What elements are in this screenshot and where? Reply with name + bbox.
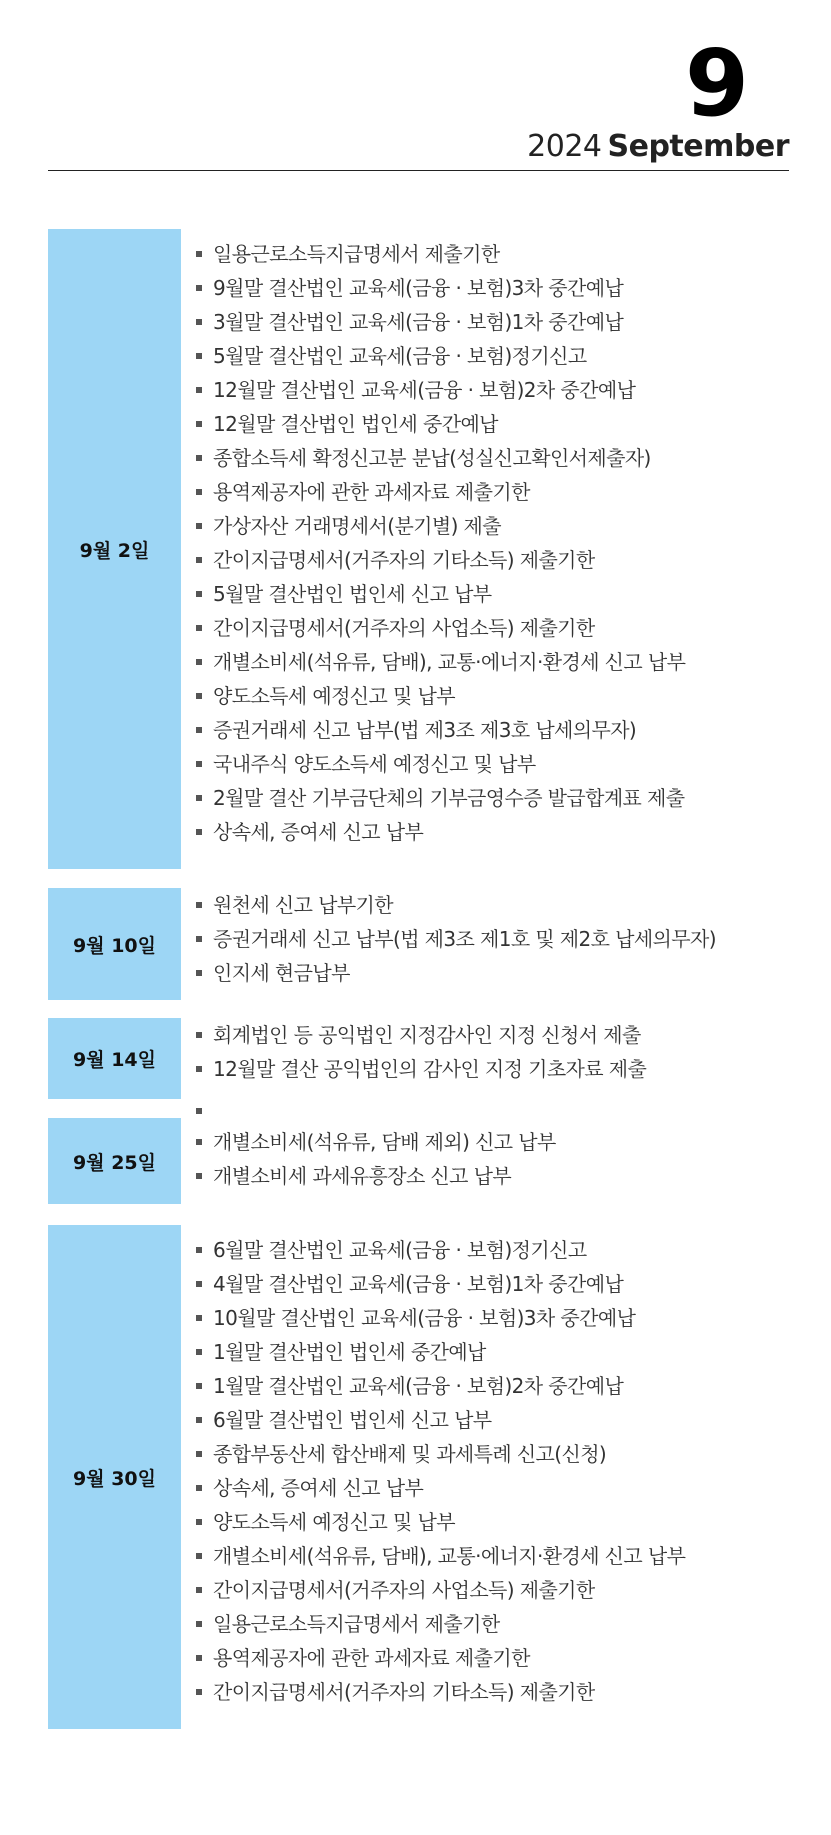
empty-bullet-icon [196,1108,202,1114]
deadline-item: 일용근로소득지급명세서 제출기한 [196,237,685,271]
bullet-icon [196,387,202,393]
bullet-icon [196,1032,202,1038]
deadline-item: 간이지급명세서(거주자의 기타소득) 제출기한 [196,543,685,577]
deadline-item: 가상자산 거래명세서(분기별) 제출 [196,509,685,543]
bullet-icon [196,936,202,942]
deadline-list [196,237,685,849]
schedule-entry-sep-10 [48,888,789,1000]
bullet-icon [196,1519,202,1525]
date-cell: 9월 14일 [48,1018,181,1099]
deadline-item: 용역제공자에 관한 과세자료 제출기한 [196,1641,685,1675]
deadline-item: 개별소비세(석유류, 담배 제외) 신고 납부 [196,1125,556,1159]
deadline-item: 양도소득세 예정신고 및 납부 [196,679,685,713]
deadline-item: 국내주식 양도소득세 예정신고 및 납부 [196,747,685,781]
bullet-icon [196,455,202,461]
bullet-icon [196,1247,202,1253]
deadline-item: 상속세, 증여세 신고 납부 [196,1471,685,1505]
bullet-icon [196,659,202,665]
deadline-item: 간이지급명세서(거주자의 기타소득) 제출기한 [196,1675,685,1709]
deadline-item: 개별소비세(석유류, 담배), 교통·에너지·환경세 신고 납부 [196,1539,685,1573]
bullet-icon [196,1349,202,1355]
bullet-icon [196,1417,202,1423]
deadline-item: 6월말 결산법인 교육세(금융 · 보험)정기신고 [196,1233,685,1267]
bullet-icon [196,1281,202,1287]
bullet-icon [196,795,202,801]
deadline-item: 5월말 결산법인 법인세 신고 납부 [196,577,685,611]
deadline-list [196,888,716,990]
bullet-icon [196,1587,202,1593]
deadline-item: 양도소득세 예정신고 및 납부 [196,1505,685,1539]
bullet-icon [196,1451,202,1457]
deadline-item: 종합소득세 확정신고분 분납(성실신고확인서제출자) [196,441,685,475]
bullet-icon [196,727,202,733]
bullet-icon [196,591,202,597]
deadline-item: 회계법인 등 공익법인 지정감사인 지정 신청서 제출 [196,1018,646,1052]
bullet-icon [196,319,202,325]
bullet-icon [196,1553,202,1559]
bullet-icon [196,902,202,908]
date-cell: 9월 30일 [48,1225,181,1729]
bullet-icon [196,1621,202,1627]
bullet-icon [196,251,202,257]
deadline-item: 9월말 결산법인 교육세(금융 · 보험)3차 중간예납 [196,271,685,305]
date-cell: 9월 10일 [48,888,181,1000]
bullet-icon [196,761,202,767]
deadline-item: 1월말 결산법인 법인세 중간예납 [196,1335,685,1369]
date-cell: 9월 25일 [48,1118,181,1204]
schedule-entry-sep-2 [48,229,789,869]
deadline-item: 상속세, 증여세 신고 납부 [196,815,685,849]
month-name-label: September [607,129,789,164]
deadline-item: 12월말 결산법인 법인세 중간예납 [196,407,685,441]
bullet-icon [196,1066,202,1072]
year-label: 2024 [527,129,602,164]
bullet-icon [196,353,202,359]
bullet-icon [196,625,202,631]
deadline-item: 간이지급명세서(거주자의 사업소득) 제출기한 [196,1573,685,1607]
deadline-item: 개별소비세 과세유흥장소 신고 납부 [196,1159,556,1193]
deadline-item: 증권거래세 신고 납부(법 제3조 제1호 및 제2호 납세의무자) [196,922,716,956]
month-number: 9 [684,30,749,137]
bullet-icon [196,1139,202,1145]
deadline-item: 인지세 현금납부 [196,956,716,990]
bullet-icon [196,489,202,495]
deadline-item: 용역제공자에 관한 과세자료 제출기한 [196,475,685,509]
schedule-entry-sep-30 [48,1225,789,1729]
deadline-list [196,1125,556,1193]
deadline-item: 5월말 결산법인 교육세(금융 · 보험)정기신고 [196,339,685,373]
deadline-item: 1월말 결산법인 교육세(금융 · 보험)2차 중간예납 [196,1369,685,1403]
deadline-item: 10월말 결산법인 교육세(금융 · 보험)3차 중간예납 [196,1301,685,1335]
bullet-icon [196,1383,202,1389]
bullet-icon [196,970,202,976]
deadline-item: 일용근로소득지급명세서 제출기한 [196,1607,685,1641]
bullet-icon [196,421,202,427]
schedule-entry-sep-14 [48,1018,789,1099]
bullet-icon [196,1485,202,1491]
bullet-icon [196,285,202,291]
deadline-item: 6월말 결산법인 법인세 신고 납부 [196,1403,685,1437]
deadline-item: 12월말 결산 공익법인의 감사인 지정 기초자료 제출 [196,1052,646,1086]
bullet-icon [196,1315,202,1321]
deadline-item: 종합부동산세 합산배제 및 과세특례 신고(신청) [196,1437,685,1471]
bullet-icon [196,557,202,563]
deadline-item: 증권거래세 신고 납부(법 제3조 제3호 납세의무자) [196,713,685,747]
calendar-header [48,0,789,171]
deadline-item: 개별소비세(석유류, 담배), 교통·에너지·환경세 신고 납부 [196,645,685,679]
deadline-item: 2월말 결산 기부금단체의 기부금영수증 발급합계표 제출 [196,781,685,815]
bullet-icon [196,1655,202,1661]
deadline-item: 간이지급명세서(거주자의 사업소득) 제출기한 [196,611,685,645]
deadline-item: 원천세 신고 납부기한 [196,888,716,922]
deadline-item: 12월말 결산법인 교육세(금융 · 보험)2차 중간예납 [196,373,685,407]
deadline-item: 4월말 결산법인 교육세(금융 · 보험)1차 중간예납 [196,1267,685,1301]
schedule-entry-sep-25 [48,1118,789,1204]
year-month-line [527,130,789,164]
deadline-item: 3월말 결산법인 교육세(금융 · 보험)1차 중간예납 [196,305,685,339]
deadline-list [196,1233,685,1709]
date-cell: 9월 2일 [48,229,181,869]
bullet-icon [196,693,202,699]
bullet-icon [196,523,202,529]
bullet-icon [196,1173,202,1179]
bullet-icon [196,829,202,835]
deadline-list [196,1018,646,1086]
bullet-icon [196,1689,202,1695]
